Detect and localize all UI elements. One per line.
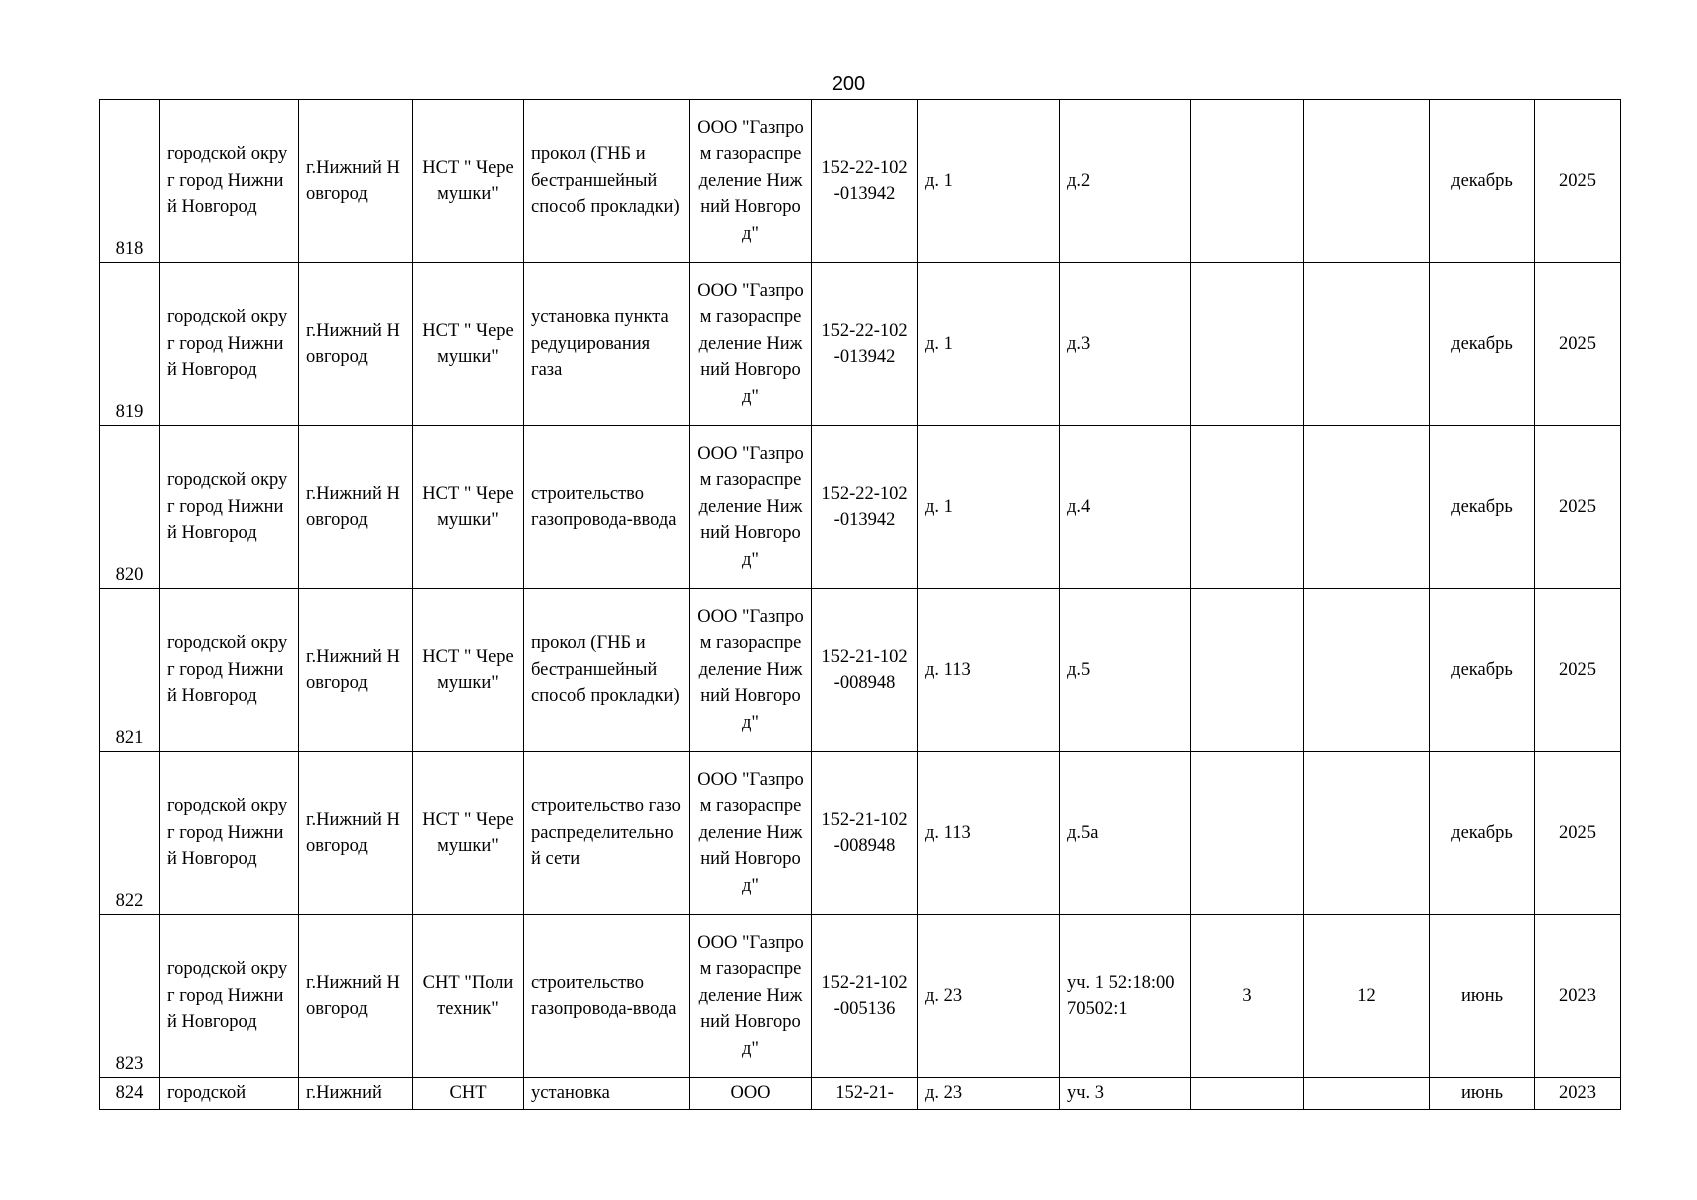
row-number: 818 (100, 100, 160, 263)
code-cell: 152-21-102-008948 (812, 589, 918, 752)
work-cell: установка (524, 1078, 690, 1110)
district-cell: городской округ город Нижний Новгород (160, 263, 299, 426)
district-cell: городской округ город Нижний Новгород (160, 589, 299, 752)
city-cell: г.Нижний Новгород (299, 263, 413, 426)
work-cell: установка пункта редуцирования газа (524, 263, 690, 426)
table-row (100, 589, 1621, 752)
plot-cell: д.3 (1060, 263, 1191, 426)
register-table (99, 99, 1621, 1110)
column-10-cell (1191, 426, 1304, 589)
work-cell: прокол (ГНБ и бестраншейный способ прокладки) (524, 100, 690, 263)
month-cell: декабрь (1430, 426, 1535, 589)
house-cell: д. 23 (918, 915, 1060, 1078)
column-10-cell (1191, 752, 1304, 915)
partnership-cell: НСТ " Черемушки" (413, 263, 524, 426)
year-cell: 2023 (1535, 915, 1621, 1078)
code-cell: 152-21- (812, 1078, 918, 1110)
plot-cell: д.2 (1060, 100, 1191, 263)
plot-cell: уч. 1 52:18:0070502:1 (1060, 915, 1191, 1078)
column-10-cell (1191, 100, 1304, 263)
city-cell: г.Нижний Новгород (299, 752, 413, 915)
organization-cell: ООО "Газпром газораспределение Нижний Новгород" (690, 589, 812, 752)
organization-cell: ООО "Газпром газораспределение Нижний Новгород" (690, 100, 812, 263)
district-cell: городской округ город Нижний Новгород (160, 426, 299, 589)
year-cell: 2025 (1535, 589, 1621, 752)
table-row (100, 100, 1621, 263)
house-cell: д. 1 (918, 263, 1060, 426)
column-10-cell (1191, 263, 1304, 426)
organization-cell: ООО "Газпром газораспределение Нижний Новгород" (690, 752, 812, 915)
city-cell: г.Нижний Новгород (299, 100, 413, 263)
table-row (100, 426, 1621, 589)
table-row (100, 915, 1621, 1078)
year-cell: 2025 (1535, 426, 1621, 589)
code-cell: 152-22-102-013942 (812, 100, 918, 263)
organization-cell: ООО "Газпром газораспределение Нижний Новгород" (690, 426, 812, 589)
month-cell: декабрь (1430, 752, 1535, 915)
organization-cell: ООО "Газпром газораспределение Нижний Новгород" (690, 915, 812, 1078)
plot-cell: д.5а (1060, 752, 1191, 915)
house-cell: д. 23 (918, 1078, 1060, 1110)
table-row (100, 263, 1621, 426)
work-cell: прокол (ГНБ и бестраншейный способ прокладки) (524, 589, 690, 752)
district-cell: городской округ город Нижний Новгород (160, 752, 299, 915)
row-number: 819 (100, 263, 160, 426)
year-cell: 2025 (1535, 752, 1621, 915)
work-cell: строительство газораспределительной сети (524, 752, 690, 915)
code-cell: 152-22-102-013942 (812, 426, 918, 589)
district-cell: городской (160, 1078, 299, 1110)
city-cell: г.Нижний Новгород (299, 426, 413, 589)
city-cell: г.Нижний Новгород (299, 915, 413, 1078)
house-cell: д. 113 (918, 589, 1060, 752)
partnership-cell: НСТ " Черемушки" (413, 752, 524, 915)
column-10-cell (1191, 589, 1304, 752)
row-number: 822 (100, 752, 160, 915)
month-cell: июнь (1430, 915, 1535, 1078)
year-cell: 2025 (1535, 100, 1621, 263)
year-cell: 2025 (1535, 263, 1621, 426)
column-11-cell (1304, 752, 1430, 915)
column-11-cell (1304, 100, 1430, 263)
column-10-cell (1191, 1078, 1304, 1110)
row-number: 823 (100, 915, 160, 1078)
month-cell: декабрь (1430, 100, 1535, 263)
house-cell: д. 1 (918, 426, 1060, 589)
table-row (100, 1078, 1621, 1110)
district-cell: городской округ город Нижний Новгород (160, 915, 299, 1078)
city-cell: г.Нижний (299, 1078, 413, 1110)
house-cell: д. 1 (918, 100, 1060, 263)
organization-cell: ООО "Газпром газораспределение Нижний Новгород" (690, 263, 812, 426)
work-cell: строительство газопровода-ввода (524, 915, 690, 1078)
column-11-cell (1304, 589, 1430, 752)
year-cell: 2023 (1535, 1078, 1621, 1110)
house-cell: д. 113 (918, 752, 1060, 915)
table-row (100, 752, 1621, 915)
page-number: 200 (831, 73, 866, 95)
row-number: 821 (100, 589, 160, 752)
month-cell: декабрь (1430, 589, 1535, 752)
column-10-cell: 3 (1191, 915, 1304, 1078)
work-cell: строительство газопровода-ввода (524, 426, 690, 589)
partnership-cell: НСТ " Черемушки" (413, 589, 524, 752)
plot-cell: д.4 (1060, 426, 1191, 589)
partnership-cell: НСТ " Черемушки" (413, 426, 524, 589)
code-cell: 152-21-102-008948 (812, 752, 918, 915)
row-number: 820 (100, 426, 160, 589)
code-cell: 152-21-102-005136 (812, 915, 918, 1078)
partnership-cell: СНТ (413, 1078, 524, 1110)
row-number: 824 (100, 1078, 160, 1110)
organization-cell: ООО (690, 1078, 812, 1110)
column-11-cell (1304, 1078, 1430, 1110)
city-cell: г.Нижний Новгород (299, 589, 413, 752)
plot-cell: уч. 3 (1060, 1078, 1191, 1110)
month-cell: декабрь (1430, 263, 1535, 426)
code-cell: 152-22-102-013942 (812, 263, 918, 426)
column-11-cell: 12 (1304, 915, 1430, 1078)
partnership-cell: СНТ "Политехник" (413, 915, 524, 1078)
column-11-cell (1304, 263, 1430, 426)
column-11-cell (1304, 426, 1430, 589)
partnership-cell: НСТ " Черемушки" (413, 100, 524, 263)
plot-cell: д.5 (1060, 589, 1191, 752)
month-cell: июнь (1430, 1078, 1535, 1110)
district-cell: городской округ город Нижний Новгород (160, 100, 299, 263)
